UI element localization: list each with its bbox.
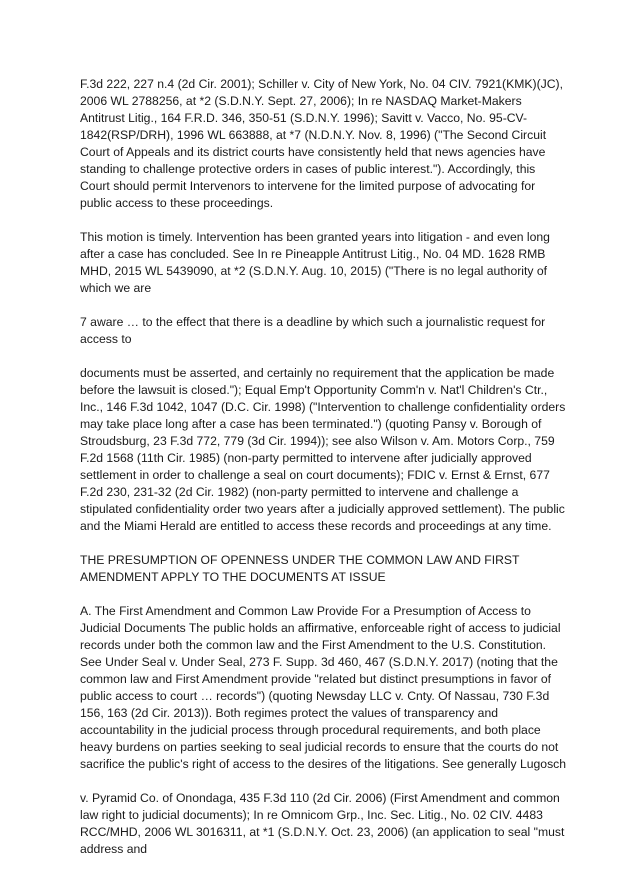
section-heading: THE PRESUMPTION OF OPENNESS UNDER THE COMMON LAW AND FIRST AMENDMENT APPLY TO THE DOCUMENTS AT ISSUE: [80, 553, 520, 584]
paragraph-intervention-cases: documents must be asserted, and certainly no requirement that the application be made before the lawsuit is closed."); Equal Emp't Opportunity Comm'n v. Nat'l Children's Ctr., Inc., 146 F.3d 1042, 1047 (D.C. Cir. 1998) ("Intervention to challenge confidentiality orders may take place long after a case has been terminated.") (quoting Pansy v. Borough of Stroudsburg, 23 F.3d 772, 779 (3d Cir. 1994)); see also Wilson v. Am. Motors Corp., 759 F.2d 1568 (11th Cir. 1985) (non-party permitted to intervene after judicially approved settlement in order to challenge a seal on court documents); FDIC v. Ernst & Ernst, 677 F.2d 230, 231-32 (2d Cir. 1982) (non-party permitted to intervene and challenge a stipulated confidentiality order two years after a judicially approved settlement). The public and the Miami Herald are entitled to access these records and proceedings at any time.: [80, 366, 566, 533]
document-page: [80, 76, 568, 875]
paragraph-citations: F.3d 222, 227 n.4 (2d Cir. 2001); Schiller v. City of New York, No. 04 CIV. 7921(KMK)(JC), 2006 WL 2788256, at *2 (S.D.N.Y. Sept. 27, 2006); In re NASDAQ Market-Makers Antitrust Litig., 164 F.R.D. 346, 350-51 (S.D.N.Y. 1996); Savitt v. Vacco, No. 95-CV-1842(RSP/DRH), 1996 WL 663888, at *7 (N.D.N.Y. Nov. 8, 1996) ("The Second Circuit Court of Appeals and its district courts have consistently held that news agencies have standing to challenge protective orders in cases of public interest."). Accordingly, this Court should permit Intervenors to intervene for the limited purpose of advocating for public access to these proceedings.: [80, 77, 563, 210]
paragraph-timeliness: This motion is timely. Intervention has been granted years into litigation - and even long after a case has concluded. See In re Pineapple Antitrust Litig., No. 04 MD. 1628 RMB MHD, 2015 WL 5439090, at *2 (S.D.N.Y. Aug. 10, 2015) ("There is no legal authority of which we are: [80, 230, 550, 295]
paragraph-lugosch: v. Pyramid Co. of Onondaga, 435 F.3d 110 (2d Cir. 2006) (First Amendment and common law right to judicial documents); In re Omnicom Grp., Inc. Sec. Litig., No. 02 CIV. 4483 RCC/MHD, 2006 WL 3016311, at *1 (S.D.N.Y. Oct. 23, 2006) (an application to seal "must address and: [80, 791, 565, 856]
paragraph-first-amendment: A. The First Amendment and Common Law Provide For a Presumption of Access to Judicial Documents The public holds an affirmative, enforceable right of access to judicial records under both the common law and the First Amendment to the U.S. Constitution. See Under Seal v. Under Seal, 273 F. Supp. 3d 460, 467 (S.D.N.Y. 2017) (noting that the common law and First Amendment provide "related but distinct presumptions in favor of public access to court … records") (quoting Newsday LLC v. Cnty. Of Nassau, 730 F.3d 156, 163 (2d Cir. 2013)). Both regimes protect the values of transparency and accountability in the judicial process through procedural requirements, and both place heavy burdens on parties seeking to seal judicial records to ensure that the courts do not sacrifice the public's right of access to the desires of the litigations. See generally Lugosch: [80, 604, 567, 771]
paragraph-footnote-continuation: 7 aware … to the effect that there is a deadline by which such a journalistic request for access to: [80, 315, 546, 346]
